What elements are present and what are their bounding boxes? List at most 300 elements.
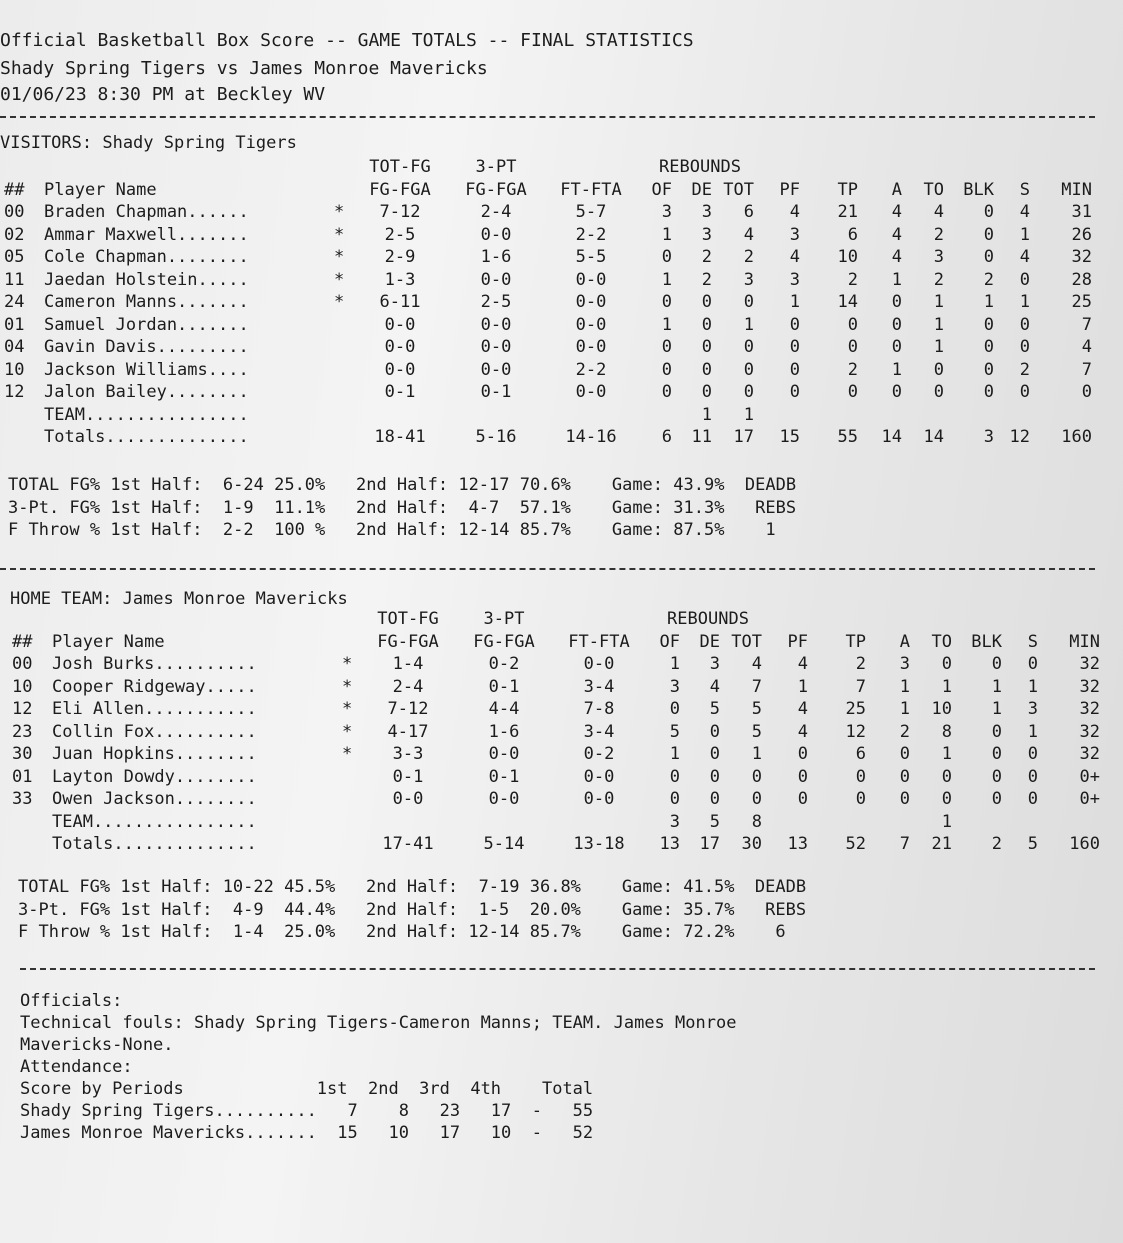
totals-tot-cell: 17 [733, 427, 754, 447]
column-header-de: DE [691, 179, 712, 200]
date-place-line: 01/06/23 8:30 PM at Beckley WV [0, 84, 326, 105]
player-name-cell: Samuel Jordan....... [44, 314, 249, 335]
player-star-cell: * [334, 292, 345, 312]
player-ft-cell: 0-0 [575, 269, 607, 290]
column-header-ft: FT-FTA [560, 179, 622, 200]
rebounds-group-header: REBOUNDS [659, 157, 741, 177]
player-ft-cell: 0-0 [575, 314, 607, 335]
player-min-cell: 7 [1081, 359, 1092, 380]
player-name-cell: Jaedan Holstein..... [44, 269, 249, 290]
tot-fg-group-header: TOT-FG [369, 157, 431, 177]
player-s-cell: 4 [1019, 202, 1030, 222]
player-tp3-cell: 0-0 [480, 359, 512, 380]
player-of-cell: 0 [661, 382, 672, 402]
shooting-percentage-line: F Throw % 1st Half: 1-4 25.0% 2nd Half: 12-14 85.7% Game: 72.2% 6 [18, 922, 786, 942]
player-to-cell: 0 [933, 382, 944, 402]
home-heading: HOME TEAM: James Monroe Mavericks [10, 589, 348, 609]
player-fg-cell: 7-12 [387, 699, 429, 719]
player-tot-cell: 3 [743, 269, 754, 290]
player-tot-cell: 0 [743, 337, 754, 357]
column-header-blk: BLK [963, 179, 994, 200]
player-ft-cell: 0-0 [583, 766, 615, 787]
header-divider [0, 116, 1095, 118]
totals-tp3-cell: 5-14 [483, 834, 525, 854]
player-ft-cell: 5-7 [575, 202, 607, 222]
column-header-pf: PF [787, 631, 808, 652]
player-pf-cell: 1 [797, 676, 808, 697]
player-tp3-cell: 0-2 [488, 654, 520, 674]
player-a-cell: 0 [891, 337, 902, 357]
column-header-blk: BLK [971, 631, 1002, 652]
player-fg-cell: 2-5 [384, 224, 416, 245]
player-a-cell: 0 [899, 744, 910, 764]
player-of-cell: 0 [661, 337, 672, 357]
totals-s-cell: 5 [1027, 834, 1038, 854]
player-s-cell: 0 [1019, 314, 1030, 335]
player-s-cell: 0 [1019, 269, 1030, 290]
player-tot-cell: 5 [751, 721, 762, 742]
player-to-cell: 1 [941, 744, 952, 764]
player-ft-cell: 5-5 [575, 247, 607, 267]
player-de-cell: 3 [701, 224, 712, 245]
player-name-cell: Cooper Ridgeway..... [52, 676, 257, 697]
player-of-cell: 0 [661, 247, 672, 267]
player-a-cell: 4 [891, 224, 902, 245]
player-tp-cell: 2 [847, 359, 858, 380]
player-of-cell: 1 [669, 654, 680, 674]
player-s-cell: 0 [1019, 382, 1030, 402]
player-tp-cell: 7 [855, 676, 866, 697]
player-star-cell: * [334, 269, 345, 290]
player-de-cell: 0 [701, 337, 712, 357]
column-header-tot: TOT [731, 631, 762, 652]
player-fg-cell: 2-4 [392, 676, 424, 697]
player-blk-cell: 0 [983, 247, 994, 267]
player-to-cell: 1 [933, 314, 944, 335]
player-tp3-cell: 0-0 [480, 224, 512, 245]
player-to-cell: 0 [941, 789, 952, 809]
player-num-cell: 04 [4, 337, 25, 357]
team-row-de-cell: 1 [701, 404, 712, 425]
player-blk-cell: 0 [983, 202, 994, 222]
player-tp-cell: 0 [847, 382, 858, 402]
player-min-cell: 7 [1081, 314, 1092, 335]
player-tp3-cell: 2-5 [480, 292, 512, 312]
player-pf-cell: 1 [789, 292, 800, 312]
player-to-cell: 1 [933, 292, 944, 312]
player-num-cell: 24 [4, 292, 25, 312]
player-a-cell: 1 [891, 359, 902, 380]
column-header-name: Player Name [44, 179, 157, 200]
totals-blk-cell: 3 [983, 427, 994, 447]
player-of-cell: 1 [669, 744, 680, 764]
player-s-cell: 1 [1027, 676, 1038, 697]
totals-of-cell: 6 [661, 427, 672, 447]
player-fg-cell: 4-17 [387, 721, 429, 742]
player-fg-cell: 1-3 [384, 269, 416, 290]
player-name-cell: Cole Chapman........ [44, 247, 249, 267]
player-s-cell: 1 [1019, 292, 1030, 312]
player-name-cell: Braden Chapman...... [44, 202, 249, 222]
player-tp3-cell: 0-0 [480, 314, 512, 335]
column-header-a: A [891, 179, 902, 200]
player-s-cell: 0 [1027, 744, 1038, 764]
attendance-label: Attendance: [20, 1057, 133, 1077]
player-to-cell: 3 [933, 247, 944, 267]
column-header-to: TO [923, 179, 944, 200]
totals-ft-cell: 14-16 [565, 427, 617, 447]
player-of-cell: 1 [661, 314, 672, 335]
player-name-cell: Jalon Bailey........ [44, 382, 249, 402]
player-ft-cell: 0-0 [583, 654, 615, 674]
player-to-cell: 10 [931, 699, 952, 719]
column-header-tot: TOT [723, 179, 754, 200]
totals-ft-cell: 13-18 [573, 834, 625, 854]
player-tp3-cell: 1-6 [480, 247, 512, 267]
tot-fg-group-header: TOT-FG [377, 609, 439, 629]
player-min-cell: 32 [1079, 744, 1100, 764]
score-row-visitors: Shady Spring Tigers.......... 7 8 23 17 - 55 [20, 1101, 594, 1121]
player-pf-cell: 0 [797, 766, 808, 787]
player-tp3-cell: 4-4 [488, 699, 520, 719]
player-name-cell: Jackson Williams.... [44, 359, 249, 380]
player-tot-cell: 0 [751, 766, 762, 787]
player-to-cell: 2 [933, 269, 944, 290]
player-to-cell: 1 [941, 676, 952, 697]
section-divider [0, 568, 1095, 570]
player-pf-cell: 0 [789, 314, 800, 335]
totals-a-cell: 14 [881, 427, 902, 447]
player-blk-cell: 0 [991, 721, 1002, 742]
player-pf-cell: 3 [789, 224, 800, 245]
column-header-fg: FG-FGA [369, 179, 431, 200]
team-row-name-cell: TEAM................ [52, 811, 257, 832]
technical-fouls-line-1: Technical fouls: Shady Spring Tigers-Cameron Manns; TEAM. James Monroe [20, 1013, 737, 1033]
totals-a-cell: 7 [899, 834, 910, 854]
column-header-of: OF [651, 179, 672, 200]
player-s-cell: 0 [1027, 654, 1038, 674]
player-tp3-cell: 0-0 [488, 789, 520, 809]
player-blk-cell: 2 [983, 269, 994, 290]
player-fg-cell: 6-11 [379, 292, 421, 312]
player-tp-cell: 6 [855, 744, 866, 764]
player-of-cell: 3 [669, 676, 680, 697]
3pt-group-header: 3-PT [483, 609, 525, 629]
totals-to-cell: 14 [923, 427, 944, 447]
player-pf-cell: 4 [797, 654, 808, 674]
player-tp-cell: 25 [845, 699, 866, 719]
shooting-percentage-line: TOTAL FG% 1st Half: 10-22 45.5% 2nd Half: 7-19 36.8% Game: 41.5% DEADB [18, 877, 807, 897]
player-to-cell: 1 [933, 337, 944, 357]
player-fg-cell: 0-0 [384, 337, 416, 357]
player-a-cell: 0 [891, 292, 902, 312]
totals-of-cell: 13 [659, 834, 680, 854]
player-fg-cell: 1-4 [392, 654, 424, 674]
player-blk-cell: 1 [991, 699, 1002, 719]
player-min-cell: 32 [1079, 676, 1100, 697]
player-ft-cell: 0-0 [583, 789, 615, 809]
totals-pf-cell: 13 [787, 834, 808, 854]
shooting-percentage-line: TOTAL FG% 1st Half: 6-24 25.0% 2nd Half: 12-17 70.6% Game: 43.9% DEADB [8, 475, 797, 495]
player-star-cell: * [342, 721, 353, 742]
player-blk-cell: 1 [991, 676, 1002, 697]
score-row-home: James Monroe Mavericks....... 15 10 17 10 - 52 [20, 1123, 594, 1143]
player-num-cell: 01 [12, 766, 33, 787]
totals-de-cell: 11 [691, 427, 712, 447]
player-blk-cell: 0 [991, 654, 1002, 674]
player-tp3-cell: 0-0 [480, 269, 512, 290]
player-a-cell: 2 [899, 721, 910, 742]
player-num-cell: 23 [12, 721, 33, 742]
totals-fg-cell: 17-41 [382, 834, 434, 854]
player-tp-cell: 21 [837, 202, 858, 222]
player-tp-cell: 2 [855, 654, 866, 674]
player-blk-cell: 0 [983, 359, 994, 380]
player-blk-cell: 0 [983, 314, 994, 335]
shooting-percentage-line: F Throw % 1st Half: 2-2 100 % 2nd Half: 12-14 85.7% Game: 87.5% 1 [8, 520, 776, 540]
totals-pf-cell: 15 [779, 427, 800, 447]
player-to-cell: 0 [941, 654, 952, 674]
player-tp3-cell: 0-1 [488, 766, 520, 787]
player-star-cell: * [334, 202, 345, 222]
player-min-cell: 26 [1071, 224, 1092, 245]
player-tp-cell: 6 [847, 224, 858, 245]
player-tot-cell: 7 [751, 676, 762, 697]
player-fg-cell: 2-9 [384, 247, 416, 267]
column-header-s: S [1027, 631, 1038, 652]
player-s-cell: 1 [1019, 224, 1030, 245]
3pt-group-header: 3-PT [475, 157, 517, 177]
player-blk-cell: 0 [991, 789, 1002, 809]
player-a-cell: 3 [899, 654, 910, 674]
player-a-cell: 4 [891, 247, 902, 267]
player-s-cell: 1 [1027, 721, 1038, 742]
player-of-cell: 1 [661, 224, 672, 245]
player-tot-cell: 6 [743, 202, 754, 222]
player-to-cell: 0 [941, 766, 952, 787]
column-header-of: OF [659, 631, 680, 652]
player-tot-cell: 4 [743, 224, 754, 245]
player-s-cell: 3 [1027, 699, 1038, 719]
player-name-cell: Gavin Davis......... [44, 337, 249, 357]
player-tp-cell: 2 [847, 269, 858, 290]
footer-divider [20, 968, 1095, 970]
player-num-cell: 00 [12, 654, 33, 674]
player-a-cell: 1 [899, 676, 910, 697]
player-tot-cell: 1 [751, 744, 762, 764]
column-header-tp3: FG-FGA [465, 179, 527, 200]
player-blk-cell: 0 [983, 382, 994, 402]
player-ft-cell: 0-2 [583, 744, 615, 764]
player-tot-cell: 2 [743, 247, 754, 267]
player-a-cell: 0 [891, 382, 902, 402]
player-name-cell: Layton Dowdy........ [52, 766, 257, 787]
player-of-cell: 0 [669, 699, 680, 719]
officials-label: Officials: [20, 991, 123, 1011]
totals-blk-cell: 2 [991, 834, 1002, 854]
player-de-cell: 0 [701, 314, 712, 335]
player-min-cell: 31 [1071, 202, 1092, 222]
column-header-to: TO [931, 631, 952, 652]
player-tp-cell: 12 [845, 721, 866, 742]
player-s-cell: 2 [1019, 359, 1030, 380]
totals-name-cell: Totals.............. [52, 834, 257, 854]
player-de-cell: 0 [709, 789, 720, 809]
player-de-cell: 3 [709, 654, 720, 674]
player-to-cell: 0 [933, 359, 944, 380]
player-min-cell: 0+ [1079, 766, 1100, 787]
totals-name-cell: Totals.............. [44, 427, 249, 447]
player-star-cell: * [342, 654, 353, 674]
player-a-cell: 1 [899, 699, 910, 719]
column-header-tp: TP [845, 631, 866, 652]
player-of-cell: 5 [669, 721, 680, 742]
player-de-cell: 0 [701, 359, 712, 380]
player-name-cell: Collin Fox.......... [52, 721, 257, 742]
player-min-cell: 28 [1071, 269, 1092, 290]
team-row-of-cell: 3 [669, 811, 680, 832]
player-tp-cell: 10 [837, 247, 858, 267]
player-blk-cell: 0 [983, 337, 994, 357]
player-ft-cell: 0-0 [575, 337, 607, 357]
player-pf-cell: 0 [797, 789, 808, 809]
column-header-tp: TP [837, 179, 858, 200]
player-star-cell: * [334, 247, 345, 267]
player-a-cell: 0 [891, 314, 902, 335]
player-ft-cell: 0-0 [575, 382, 607, 402]
player-to-cell: 2 [933, 224, 944, 245]
player-de-cell: 5 [709, 699, 720, 719]
player-name-cell: Cameron Manns....... [44, 292, 249, 312]
visitors-heading: VISITORS: Shady Spring Tigers [0, 133, 297, 153]
column-header-ft: FT-FTA [568, 631, 630, 652]
team-row-to-cell: 1 [941, 811, 952, 832]
player-tp-cell: 14 [837, 292, 858, 312]
player-fg-cell: 0-0 [384, 314, 416, 335]
matchup-line: Shady Spring Tigers vs James Monroe Mavericks [0, 58, 488, 79]
player-num-cell: 02 [4, 224, 25, 245]
player-de-cell: 0 [709, 766, 720, 787]
player-blk-cell: 1 [983, 292, 994, 312]
column-header-name: Player Name [52, 631, 165, 652]
player-ft-cell: 2-2 [575, 359, 607, 380]
player-ft-cell: 3-4 [583, 676, 615, 697]
player-blk-cell: 0 [983, 224, 994, 245]
player-tp3-cell: 0-0 [488, 744, 520, 764]
player-num-cell: 05 [4, 247, 25, 267]
score-by-periods-header: Score by Periods 1st 2nd 3rd 4th Total [20, 1079, 594, 1099]
player-de-cell: 2 [701, 247, 712, 267]
player-tot-cell: 0 [743, 359, 754, 380]
totals-min-cell: 160 [1069, 834, 1100, 854]
player-pf-cell: 4 [789, 247, 800, 267]
team-row-tot-cell: 8 [751, 811, 762, 832]
player-num-cell: 33 [12, 789, 33, 809]
player-min-cell: 32 [1071, 247, 1092, 267]
player-of-cell: 0 [669, 789, 680, 809]
player-de-cell: 3 [701, 202, 712, 222]
player-min-cell: 32 [1079, 654, 1100, 674]
player-pf-cell: 4 [797, 721, 808, 742]
player-star-cell: * [342, 699, 353, 719]
column-header-s: S [1019, 179, 1030, 200]
player-min-cell: 32 [1079, 721, 1100, 742]
player-tp3-cell: 0-0 [480, 337, 512, 357]
totals-min-cell: 160 [1061, 427, 1092, 447]
player-name-cell: Owen Jackson........ [52, 789, 257, 809]
player-fg-cell: 0-1 [384, 382, 416, 402]
column-header-pf: PF [779, 179, 800, 200]
shooting-percentage-line: 3-Pt. FG% 1st Half: 1-9 11.1% 2nd Half: 4-7 57.1% Game: 31.3% REBS [8, 497, 797, 518]
player-num-cell: 10 [4, 359, 25, 380]
player-of-cell: 0 [669, 766, 680, 787]
player-pf-cell: 4 [789, 202, 800, 222]
team-row-de-cell: 5 [709, 811, 720, 832]
player-de-cell: 0 [709, 744, 720, 764]
player-num-cell: 12 [4, 382, 25, 402]
player-name-cell: Eli Allen........... [52, 699, 257, 719]
player-pf-cell: 3 [789, 269, 800, 290]
player-de-cell: 0 [709, 721, 720, 742]
player-tot-cell: 4 [751, 654, 762, 674]
player-num-cell: 11 [4, 269, 25, 290]
player-min-cell: 32 [1079, 699, 1100, 719]
column-header-tp3: FG-FGA [473, 631, 535, 652]
column-header-num: ## [12, 631, 33, 652]
player-star-cell: * [342, 744, 353, 764]
player-to-cell: 8 [941, 721, 952, 742]
column-header-min: MIN [1069, 631, 1100, 652]
team-row-name-cell: TEAM................ [44, 404, 249, 425]
player-of-cell: 0 [661, 359, 672, 380]
player-a-cell: 4 [891, 202, 902, 222]
player-tot-cell: 5 [751, 699, 762, 719]
column-header-a: A [899, 631, 910, 652]
totals-tp3-cell: 5-16 [475, 427, 517, 447]
player-of-cell: 1 [661, 269, 672, 290]
player-min-cell: 0+ [1079, 789, 1100, 809]
player-a-cell: 0 [899, 766, 910, 787]
totals-tp-cell: 55 [837, 427, 858, 447]
player-name-cell: Ammar Maxwell....... [44, 224, 249, 245]
player-fg-cell: 0-0 [392, 789, 424, 809]
column-header-de: DE [699, 631, 720, 652]
player-num-cell: 00 [4, 202, 25, 222]
player-pf-cell: 0 [797, 744, 808, 764]
player-a-cell: 1 [891, 269, 902, 290]
player-star-cell: * [334, 224, 345, 245]
player-pf-cell: 0 [789, 359, 800, 380]
column-header-fg: FG-FGA [377, 631, 439, 652]
player-s-cell: 0 [1019, 337, 1030, 357]
player-min-cell: 25 [1071, 292, 1092, 312]
shooting-percentage-line: 3-Pt. FG% 1st Half: 4-9 44.4% 2nd Half: 1-5 20.0% Game: 35.7% REBS [18, 899, 807, 920]
player-pf-cell: 0 [789, 382, 800, 402]
player-ft-cell: 2-2 [575, 224, 607, 245]
player-de-cell: 0 [701, 292, 712, 312]
player-fg-cell: 0-0 [384, 359, 416, 380]
team-row-tot-cell: 1 [743, 404, 754, 425]
player-s-cell: 4 [1019, 247, 1030, 267]
totals-fg-cell: 18-41 [374, 427, 426, 447]
player-tp-cell: 0 [847, 314, 858, 335]
player-name-cell: Juan Hopkins........ [52, 744, 257, 764]
player-s-cell: 0 [1027, 766, 1038, 787]
player-ft-cell: 0-0 [575, 292, 607, 312]
player-s-cell: 0 [1027, 789, 1038, 809]
column-header-min: MIN [1061, 179, 1092, 200]
player-de-cell: 2 [701, 269, 712, 290]
